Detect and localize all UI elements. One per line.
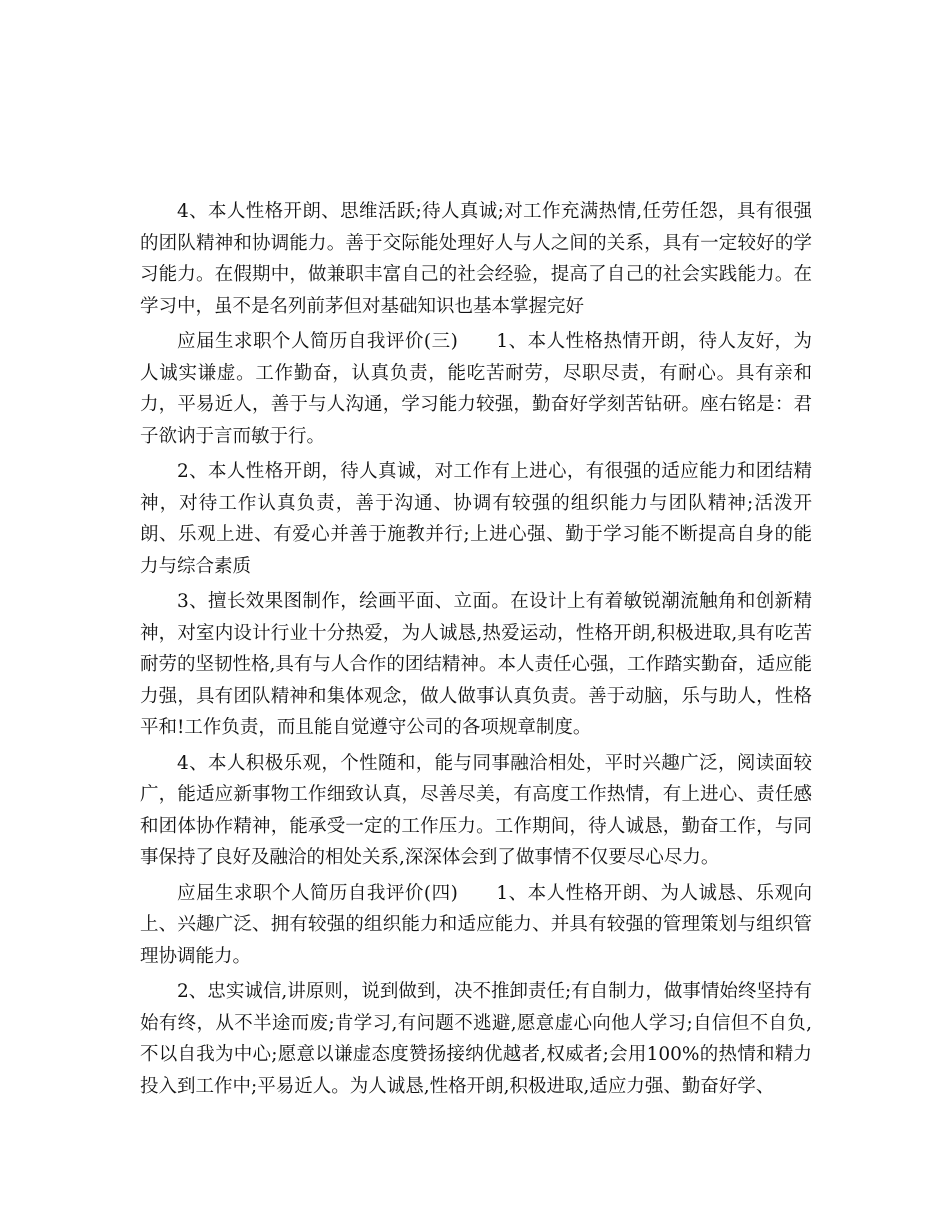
paragraph-5: 4、本人积极乐观，个性随和，能与同事融洽相处，平时兴趣广泛，阅读面较广，能适应新事物工作细致认真，尽善尽美，有高度工作热情，有上进心、责任感和团体协作精神，能承受一定的工作压力。工作期间，待人诚恳，勤奋工作，与同事保持了良好及融洽的相处关系,深深体会到了做事情不仅要尽心尽力。 [140,752,812,868]
paragraph-6: 应届生求职个人简历自我评价(四) 1、本人性格开朗、为人诚恳、乐观向上、兴趣广泛、拥有较强的组织能力和适应能力、并具有较强的管理策划与组织管理协调能力。 [140,882,812,967]
paragraph-4: 3、擅长效果图制作，绘画平面、立面。在设计上有着敏锐潮流触角和创新精神，对室内设计行业十分热爱，为人诚恳,热爱运动，性格开朗,积极进取,具有吃苦耐劳的坚韧性格,具有与人合作的团结精神。本人责任心强，工作踏实勤奋，适应能力强，具有团队精神和集体观念，做人做事认真负责。善于动脑，乐与助人，性格平和!工作负责，而且能自觉遵守公司的各项规章制度。 [140,591,812,738]
document-body [140,196,812,1106]
paragraph-7: 2、忠实诚信,讲原则，说到做到，决不推卸责任;有自制力，做事情始终坚持有始有终，从不半途而废;肯学习,有问题不逃避,愿意虚心向他人学习;自信但不自负,不以自我为中心;愿意以谦虚态度赞扬接纳优越者,权威者;会用100%的热情和精力投入到工作中;平易近人。为人诚恳,性格开朗,积极进取,适应力强、勤奋好学、 [140,981,812,1097]
paragraph-3: 2、本人性格开朗，待人真诚，对工作有上进心，有很强的适应能力和团结精神，对待工作认真负责，善于沟通、协调有较强的组织能力与团队精神;活泼开朗、乐观上进、有爱心并善于施教并行;上进心强、勤于学习能不断提高自身的能力与综合素质 [140,461,812,577]
paragraph-2: 应届生求职个人简历自我评价(三) 1、本人性格热情开朗，待人友好，为人诚实谦虚。工作勤奋，认真负责，能吃苦耐劳，尽职尽责，有耐心。具有亲和力，平易近人，善于与人沟通，学习能力较强，勤奋好学刻苦钻研。座右铭是：君子欲讷于言而敏于行。 [140,331,812,447]
paragraph-1: 4、本人性格开朗、思维活跃;待人真诚;对工作充满热情,任劳任怨，具有很强的团队精神和协调能力。善于交际能处理好人与人之间的关系，具有一定较好的学习能力。在假期中，做兼职丰富自己的社会经验，提高了自己的社会实践能力。在学习中，虽不是名列前茅但对基础知识也基本掌握完好 [140,201,812,317]
